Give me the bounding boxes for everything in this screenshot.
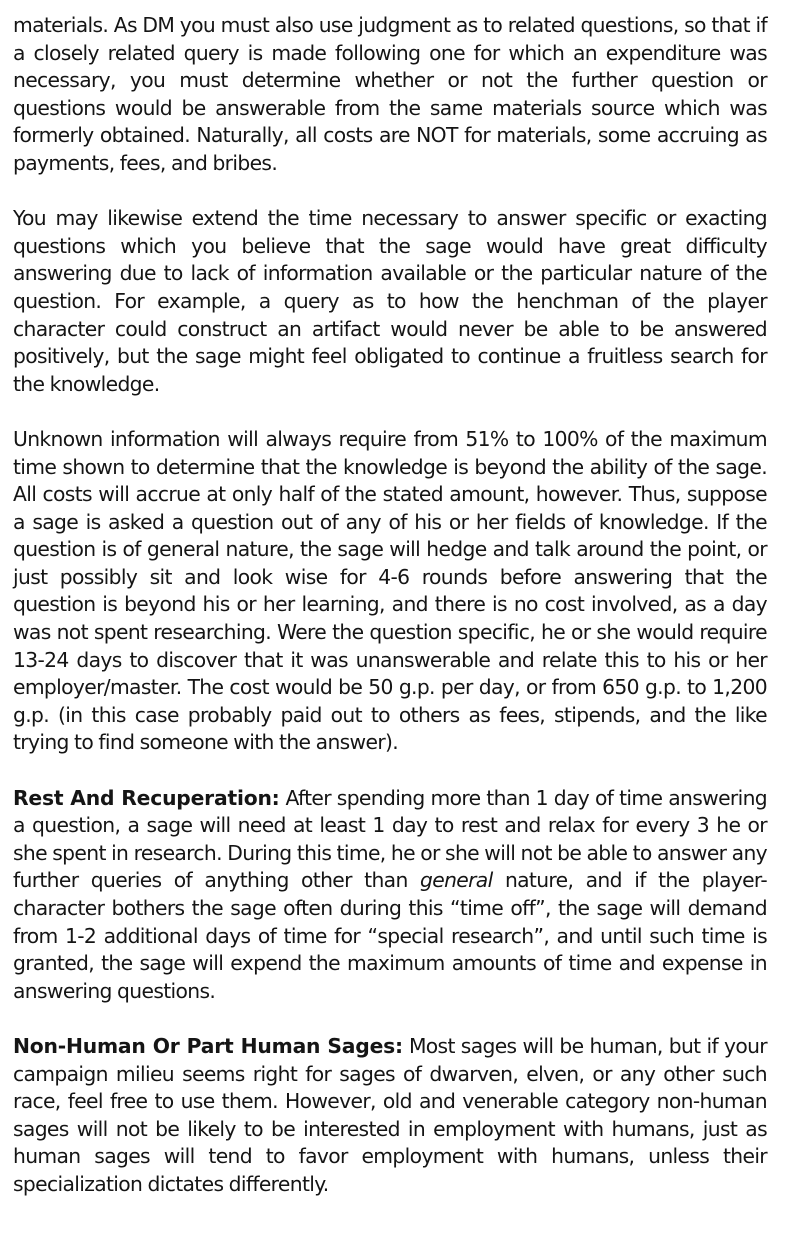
paragraph-unknown-information: Unknown information will always require from 51% to 100% of the maximum time shown to determine that the knowledge is beyond the ability of the sage. All costs will accrue at only half of the stated amount, however. Thus, suppose a sage is asked a question out of any of his or her fields of knowledge. If the question is of general nature, the sage will hedge and talk around the point, or just possibly sit and look wise for 4-6 rounds before answering that the question is beyond his or her learning, and there is no cost involved, as a day was not spent researching. Were the question specific, he or she would require 13-24 days to discover that it was unanswerable and relate this to his or her employer/master. The cost would be 50 g.p. per day, or from 650 g.p. to 1,200 g.p. (in this case probably paid out to others as fees, stipends, and the like trying to find someone with the answer).: [13, 426, 767, 755]
rest-text-after: nature, and if the player-character bothers the sage often during this “time off”, the sage will demand from 1-2 additional days of time for “special research”, and until such time is granted, the sage will expend the maximum amounts of time and expense in answering questions.: [13, 868, 767, 1003]
paragraph-materials-judgment: materials. As DM you must also use judgment as to related questions, so that if a closely related query is made following one for which an expenditure was necessary, you must determine whether or not the further question or questions would be answerable from the same materials source which was formerly obtained. Naturally, all costs are NOT for materials, some accruing as payments, fees, and bribes.: [13, 13, 767, 175]
section-rest-and-recuperation: [13, 785, 767, 1006]
section-heading-non-human: Non-Human Or Part Human Sages:: [13, 1033, 403, 1058]
rest-emphasis-general: general: [420, 868, 493, 893]
rest-text-before: After spending more than 1 day of time answering a question, a sage will need at least 1 day to rest and relax for every 3 he or she spent in research. During this time, he or she will not be able to answer any further queries of anything other than: [13, 785, 767, 893]
document-page: [13, 12, 767, 1199]
non-human-text: Most sages will be human, but if your campaign milieu seems right for sages of dwarven, elven, or any other such race, feel free to use them. However, old and venerable category non-human sages will not be likely to be interested in employment with humans, just as human sages will tend to favor employment with humans, unless their specialization dictates differently.: [13, 1033, 767, 1196]
section-heading-rest: Rest And Recuperation:: [13, 785, 280, 810]
section-non-human-sages: [13, 1033, 767, 1199]
paragraph-extend-time: You may likewise extend the time necessary to answer specific or exacting questions which you believe that the sage would have great difficulty answering due to lack of information available or the particular nature of the question. For example, a query as to how the henchman of the player character could construct an artifact would never be able to be answered positively, but the sage might feel obligated to continue a fruitless search for the knowledge.: [13, 206, 767, 396]
